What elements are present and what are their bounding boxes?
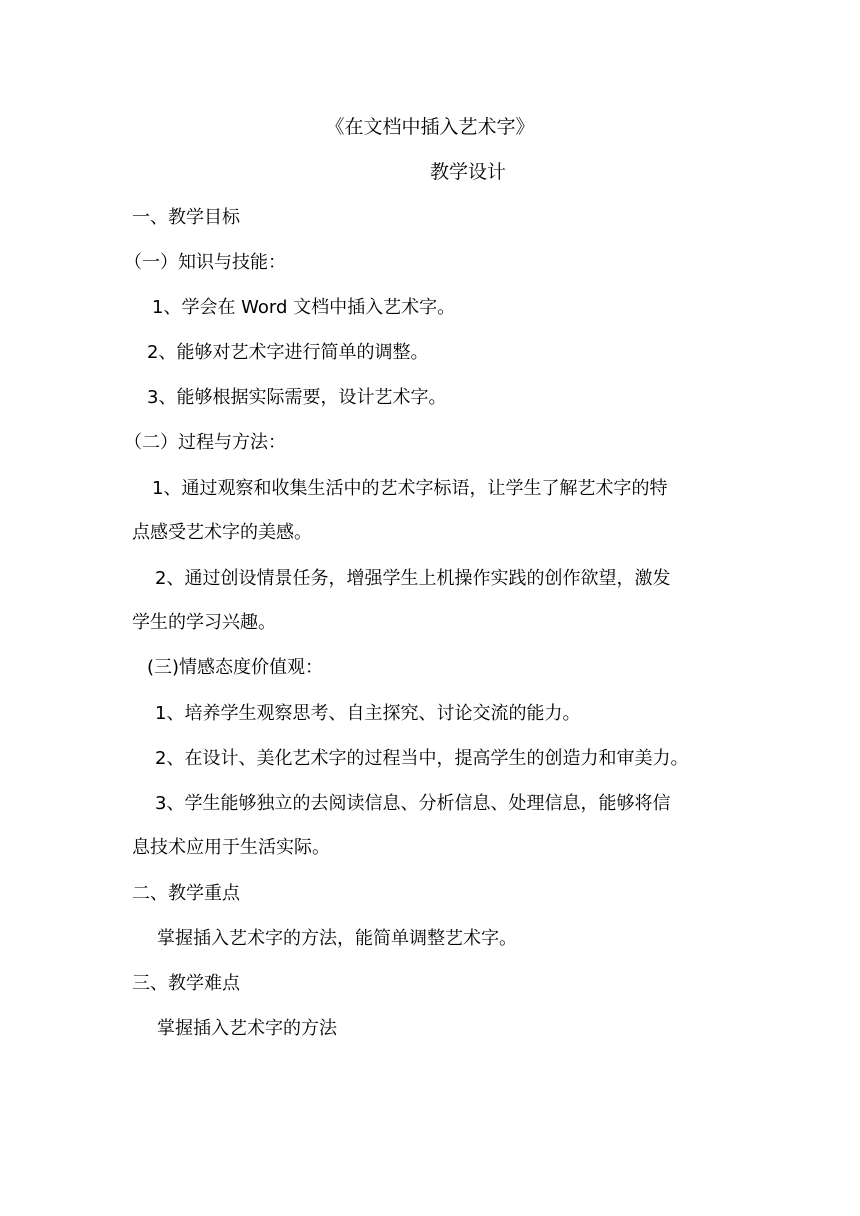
document-subtitle: 教学设计: [429, 161, 506, 183]
section-heading-difficulties: 三、教学难点: [132, 973, 240, 994]
paragraph-line: 学生的学习兴趣。: [132, 612, 276, 633]
list-item: 2、在设计、美化艺术字的过程当中，提高学生的创造力和审美力。: [155, 748, 689, 769]
subsection-heading-knowledge: （一）知识与技能：: [124, 252, 286, 273]
list-item: 2、能够对艺术字进行简单的调整。: [147, 342, 429, 363]
subsection-heading-attitude: (三)情感态度价值观：: [147, 657, 324, 678]
list-item: 3、能够根据实际需要，设计艺术字。: [147, 387, 447, 408]
subsection-heading-process: （二）过程与方法：: [124, 432, 286, 453]
section-heading-objectives: 一、教学目标: [132, 207, 240, 228]
paragraph-line: 掌握插入艺术字的方法，能简单调整艺术字。: [157, 928, 517, 949]
paragraph-line: 2、通过创设情景任务，增强学生上机操作实践的创作欲望，激发: [155, 568, 671, 589]
document-title: 《在文档中插入艺术字》: [325, 116, 535, 138]
paragraph-line: 1、通过观察和收集生活中的艺术字标语，让学生了解艺术字的特: [152, 478, 668, 499]
list-item: 1、培养学生观察思考、自主探究、讨论交流的能力。: [155, 703, 581, 724]
list-item: 1、学会在 Word 文档中插入艺术字。: [152, 297, 456, 318]
paragraph-line: 掌握插入艺术字的方法: [157, 1018, 337, 1039]
section-heading-key-points: 二、教学重点: [132, 883, 240, 904]
paragraph-line: 点感受艺术字的美感。: [132, 522, 312, 543]
paragraph-line: 3、学生能够独立的去阅读信息、分析信息、处理信息，能够将信: [155, 793, 671, 814]
paragraph-line: 息技术应用于生活实际。: [132, 837, 330, 858]
